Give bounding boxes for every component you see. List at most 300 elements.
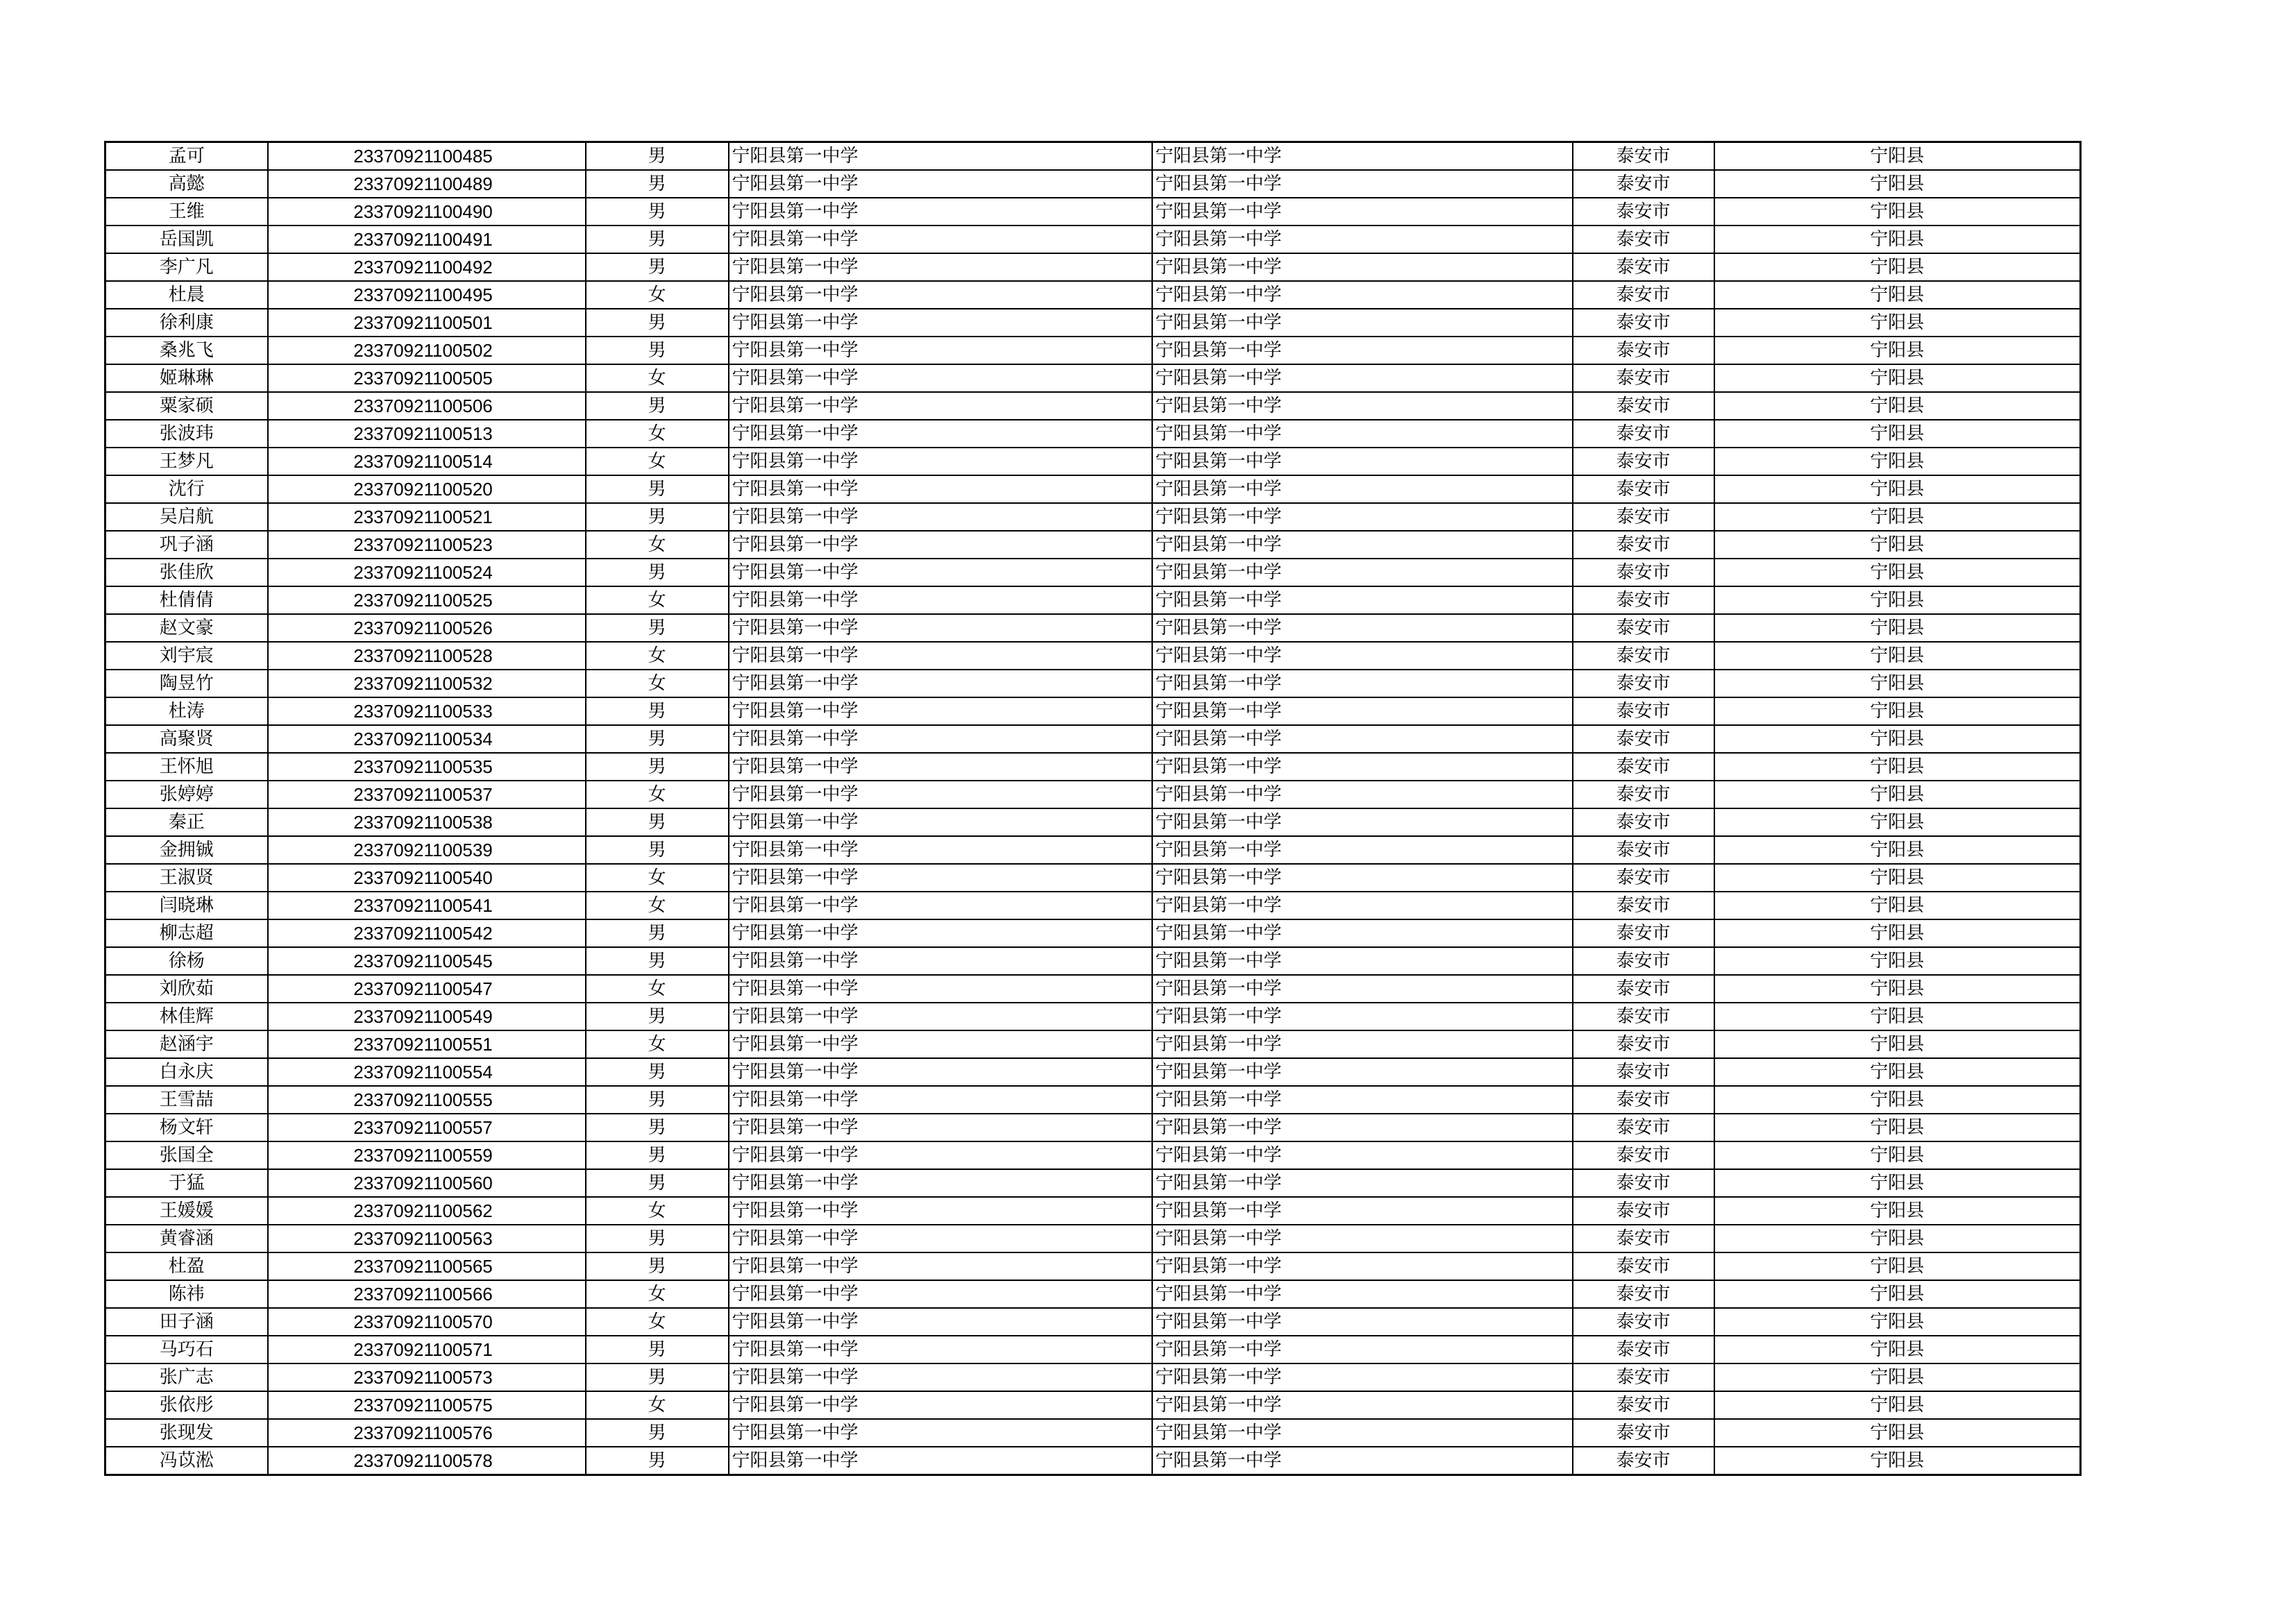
exam-id-cell: 23370921100559 [268, 1141, 586, 1169]
gender-cell: 女 [586, 1391, 729, 1419]
exam-id-cell: 23370921100492 [268, 253, 586, 281]
exam-id-cell: 23370921100545 [268, 947, 586, 975]
student-name-cell: 巩子涵 [105, 531, 268, 559]
exam-id-cell: 23370921100576 [268, 1419, 586, 1447]
gender-cell: 男 [586, 1252, 729, 1280]
table-row [105, 586, 2081, 614]
school-cell: 宁阳县第一中学 [729, 253, 1152, 281]
table-row [105, 1280, 2081, 1308]
school-cell: 宁阳县第一中学 [729, 725, 1152, 753]
school-cell: 宁阳县第一中学 [729, 781, 1152, 808]
city-cell: 泰安市 [1573, 892, 1714, 919]
roster-table-body [105, 142, 2081, 1475]
graduating-school-cell: 宁阳县第一中学 [1152, 1225, 1573, 1252]
school-cell: 宁阳县第一中学 [729, 198, 1152, 226]
student-name-cell: 刘宇宸 [105, 642, 268, 670]
city-cell: 泰安市 [1573, 1391, 1714, 1419]
table-row [105, 1030, 2081, 1058]
city-cell: 泰安市 [1573, 364, 1714, 392]
county-cell: 宁阳县 [1714, 392, 2081, 420]
exam-id-cell: 23370921100537 [268, 781, 586, 808]
county-cell: 宁阳县 [1714, 420, 2081, 448]
table-row [105, 337, 2081, 364]
table-row [105, 198, 2081, 226]
gender-cell: 男 [586, 1086, 729, 1114]
county-cell: 宁阳县 [1714, 503, 2081, 531]
city-cell: 泰安市 [1573, 753, 1714, 781]
city-cell: 泰安市 [1573, 309, 1714, 337]
graduating-school-cell: 宁阳县第一中学 [1152, 781, 1573, 808]
school-cell: 宁阳县第一中学 [729, 1447, 1152, 1475]
county-cell: 宁阳县 [1714, 1419, 2081, 1447]
city-cell: 泰安市 [1573, 170, 1714, 198]
graduating-school-cell: 宁阳县第一中学 [1152, 1141, 1573, 1169]
student-name-cell: 于猛 [105, 1169, 268, 1197]
county-cell: 宁阳县 [1714, 1169, 2081, 1197]
gender-cell: 女 [586, 975, 729, 1003]
exam-id-cell: 23370921100578 [268, 1447, 586, 1475]
school-cell: 宁阳县第一中学 [729, 1030, 1152, 1058]
school-cell: 宁阳县第一中学 [729, 670, 1152, 697]
student-name-cell: 姬琳琳 [105, 364, 268, 392]
graduating-school-cell: 宁阳县第一中学 [1152, 1336, 1573, 1363]
exam-id-cell: 23370921100502 [268, 337, 586, 364]
gender-cell: 男 [586, 1336, 729, 1363]
city-cell: 泰安市 [1573, 392, 1714, 420]
table-row [105, 253, 2081, 281]
exam-id-cell: 23370921100571 [268, 1336, 586, 1363]
table-row [105, 1086, 2081, 1114]
city-cell: 泰安市 [1573, 642, 1714, 670]
gender-cell: 男 [586, 725, 729, 753]
school-cell: 宁阳县第一中学 [729, 559, 1152, 586]
graduating-school-cell: 宁阳县第一中学 [1152, 1197, 1573, 1225]
student-name-cell: 张婷婷 [105, 781, 268, 808]
gender-cell: 女 [586, 892, 729, 919]
city-cell: 泰安市 [1573, 253, 1714, 281]
table-row [105, 448, 2081, 475]
county-cell: 宁阳县 [1714, 947, 2081, 975]
school-cell: 宁阳县第一中学 [729, 364, 1152, 392]
graduating-school-cell: 宁阳县第一中学 [1152, 586, 1573, 614]
student-name-cell: 白永庆 [105, 1058, 268, 1086]
county-cell: 宁阳县 [1714, 919, 2081, 947]
city-cell: 泰安市 [1573, 836, 1714, 864]
graduating-school-cell: 宁阳县第一中学 [1152, 1086, 1573, 1114]
city-cell: 泰安市 [1573, 226, 1714, 253]
gender-cell: 女 [586, 1308, 729, 1336]
table-row [105, 1447, 2081, 1475]
table-row [105, 475, 2081, 503]
city-cell: 泰安市 [1573, 919, 1714, 947]
county-cell: 宁阳县 [1714, 1086, 2081, 1114]
county-cell: 宁阳县 [1714, 337, 2081, 364]
graduating-school-cell: 宁阳县第一中学 [1152, 753, 1573, 781]
exam-id-cell: 23370921100526 [268, 614, 586, 642]
table-row [105, 836, 2081, 864]
exam-id-cell: 23370921100489 [268, 170, 586, 198]
school-cell: 宁阳县第一中学 [729, 1280, 1152, 1308]
city-cell: 泰安市 [1573, 808, 1714, 836]
city-cell: 泰安市 [1573, 586, 1714, 614]
graduating-school-cell: 宁阳县第一中学 [1152, 1363, 1573, 1391]
city-cell: 泰安市 [1573, 781, 1714, 808]
gender-cell: 男 [586, 1169, 729, 1197]
student-name-cell: 田子涵 [105, 1308, 268, 1336]
student-name-cell: 林佳辉 [105, 1003, 268, 1030]
gender-cell: 女 [586, 364, 729, 392]
city-cell: 泰安市 [1573, 947, 1714, 975]
county-cell: 宁阳县 [1714, 836, 2081, 864]
graduating-school-cell: 宁阳县第一中学 [1152, 947, 1573, 975]
school-cell: 宁阳县第一中学 [729, 531, 1152, 559]
city-cell: 泰安市 [1573, 1058, 1714, 1086]
graduating-school-cell: 宁阳县第一中学 [1152, 1169, 1573, 1197]
school-cell: 宁阳县第一中学 [729, 1114, 1152, 1141]
school-cell: 宁阳县第一中学 [729, 170, 1152, 198]
gender-cell: 女 [586, 531, 729, 559]
student-name-cell: 柳志超 [105, 919, 268, 947]
school-cell: 宁阳县第一中学 [729, 475, 1152, 503]
exam-id-cell: 23370921100490 [268, 198, 586, 226]
table-row [105, 531, 2081, 559]
city-cell: 泰安市 [1573, 1030, 1714, 1058]
student-name-cell: 吴启航 [105, 503, 268, 531]
graduating-school-cell: 宁阳县第一中学 [1152, 503, 1573, 531]
school-cell: 宁阳县第一中学 [729, 1141, 1152, 1169]
table-row [105, 642, 2081, 670]
city-cell: 泰安市 [1573, 614, 1714, 642]
table-row [105, 1419, 2081, 1447]
graduating-school-cell: 宁阳县第一中学 [1152, 836, 1573, 864]
county-cell: 宁阳县 [1714, 586, 2081, 614]
student-name-cell: 陶昱竹 [105, 670, 268, 697]
county-cell: 宁阳县 [1714, 1058, 2081, 1086]
student-name-cell: 陈祎 [105, 1280, 268, 1308]
gender-cell: 男 [586, 559, 729, 586]
county-cell: 宁阳县 [1714, 1030, 2081, 1058]
school-cell: 宁阳县第一中学 [729, 1086, 1152, 1114]
exam-id-cell: 23370921100514 [268, 448, 586, 475]
county-cell: 宁阳县 [1714, 864, 2081, 892]
student-name-cell: 张依彤 [105, 1391, 268, 1419]
graduating-school-cell: 宁阳县第一中学 [1152, 364, 1573, 392]
city-cell: 泰安市 [1573, 697, 1714, 725]
table-row [105, 420, 2081, 448]
county-cell: 宁阳县 [1714, 1003, 2081, 1030]
graduating-school-cell: 宁阳县第一中学 [1152, 670, 1573, 697]
table-row [105, 919, 2081, 947]
student-name-cell: 粟家硕 [105, 392, 268, 420]
school-cell: 宁阳县第一中学 [729, 892, 1152, 919]
gender-cell: 女 [586, 1030, 729, 1058]
graduating-school-cell: 宁阳县第一中学 [1152, 1058, 1573, 1086]
table-row [105, 1003, 2081, 1030]
table-row [105, 725, 2081, 753]
student-name-cell: 徐利康 [105, 309, 268, 337]
school-cell: 宁阳县第一中学 [729, 309, 1152, 337]
table-row [105, 808, 2081, 836]
student-name-cell: 金拥铖 [105, 836, 268, 864]
student-name-cell: 高聚贤 [105, 725, 268, 753]
school-cell: 宁阳县第一中学 [729, 1003, 1152, 1030]
gender-cell: 男 [586, 198, 729, 226]
school-cell: 宁阳县第一中学 [729, 697, 1152, 725]
gender-cell: 男 [586, 1058, 729, 1086]
gender-cell: 男 [586, 1114, 729, 1141]
graduating-school-cell: 宁阳县第一中学 [1152, 614, 1573, 642]
city-cell: 泰安市 [1573, 198, 1714, 226]
table-row [105, 170, 2081, 198]
student-name-cell: 张国全 [105, 1141, 268, 1169]
table-row [105, 1252, 2081, 1280]
exam-id-cell: 23370921100560 [268, 1169, 586, 1197]
exam-id-cell: 23370921100563 [268, 1225, 586, 1252]
student-name-cell: 孟可 [105, 142, 268, 171]
table-row [105, 975, 2081, 1003]
city-cell: 泰安市 [1573, 725, 1714, 753]
exam-id-cell: 23370921100505 [268, 364, 586, 392]
gender-cell: 男 [586, 947, 729, 975]
county-cell: 宁阳县 [1714, 253, 2081, 281]
student-name-cell: 马巧石 [105, 1336, 268, 1363]
gender-cell: 男 [586, 503, 729, 531]
graduating-school-cell: 宁阳县第一中学 [1152, 725, 1573, 753]
gender-cell: 男 [586, 1141, 729, 1169]
school-cell: 宁阳县第一中学 [729, 1197, 1152, 1225]
school-cell: 宁阳县第一中学 [729, 1336, 1152, 1363]
county-cell: 宁阳县 [1714, 226, 2081, 253]
table-row [105, 1197, 2081, 1225]
gender-cell: 男 [586, 392, 729, 420]
exam-id-cell: 23370921100570 [268, 1308, 586, 1336]
county-cell: 宁阳县 [1714, 198, 2081, 226]
student-name-cell: 王梦凡 [105, 448, 268, 475]
student-name-cell: 王媛媛 [105, 1197, 268, 1225]
county-cell: 宁阳县 [1714, 448, 2081, 475]
county-cell: 宁阳县 [1714, 1252, 2081, 1280]
county-cell: 宁阳县 [1714, 1363, 2081, 1391]
exam-id-cell: 23370921100491 [268, 226, 586, 253]
city-cell: 泰安市 [1573, 475, 1714, 503]
county-cell: 宁阳县 [1714, 531, 2081, 559]
city-cell: 泰安市 [1573, 1197, 1714, 1225]
gender-cell: 女 [586, 642, 729, 670]
county-cell: 宁阳县 [1714, 475, 2081, 503]
exam-id-cell: 23370921100555 [268, 1086, 586, 1114]
table-row [105, 309, 2081, 337]
exam-id-cell: 23370921100565 [268, 1252, 586, 1280]
exam-id-cell: 23370921100554 [268, 1058, 586, 1086]
gender-cell: 男 [586, 253, 729, 281]
school-cell: 宁阳县第一中学 [729, 586, 1152, 614]
student-name-cell: 黄睿涵 [105, 1225, 268, 1252]
gender-cell: 男 [586, 753, 729, 781]
school-cell: 宁阳县第一中学 [729, 142, 1152, 171]
city-cell: 泰安市 [1573, 1086, 1714, 1114]
school-cell: 宁阳县第一中学 [729, 864, 1152, 892]
city-cell: 泰安市 [1573, 1114, 1714, 1141]
student-name-cell: 杨文轩 [105, 1114, 268, 1141]
school-cell: 宁阳县第一中学 [729, 614, 1152, 642]
gender-cell: 女 [586, 670, 729, 697]
graduating-school-cell: 宁阳县第一中学 [1152, 198, 1573, 226]
city-cell: 泰安市 [1573, 1336, 1714, 1363]
table-row [105, 281, 2081, 309]
graduating-school-cell: 宁阳县第一中学 [1152, 1280, 1573, 1308]
table-row [105, 1308, 2081, 1336]
county-cell: 宁阳县 [1714, 808, 2081, 836]
student-name-cell: 李广凡 [105, 253, 268, 281]
school-cell: 宁阳县第一中学 [729, 503, 1152, 531]
county-cell: 宁阳县 [1714, 364, 2081, 392]
student-name-cell: 赵涵宇 [105, 1030, 268, 1058]
gender-cell: 男 [586, 1447, 729, 1475]
city-cell: 泰安市 [1573, 1280, 1714, 1308]
city-cell: 泰安市 [1573, 670, 1714, 697]
graduating-school-cell: 宁阳县第一中学 [1152, 253, 1573, 281]
exam-id-cell: 23370921100538 [268, 808, 586, 836]
county-cell: 宁阳县 [1714, 1308, 2081, 1336]
student-name-cell: 徐杨 [105, 947, 268, 975]
student-name-cell: 杜倩倩 [105, 586, 268, 614]
table-row [105, 1169, 2081, 1197]
graduating-school-cell: 宁阳县第一中学 [1152, 1419, 1573, 1447]
table-row [105, 697, 2081, 725]
student-name-cell: 张佳欣 [105, 559, 268, 586]
gender-cell: 女 [586, 281, 729, 309]
gender-cell: 男 [586, 614, 729, 642]
county-cell: 宁阳县 [1714, 142, 2081, 171]
graduating-school-cell: 宁阳县第一中学 [1152, 1447, 1573, 1475]
county-cell: 宁阳县 [1714, 1447, 2081, 1475]
county-cell: 宁阳县 [1714, 781, 2081, 808]
county-cell: 宁阳县 [1714, 697, 2081, 725]
student-name-cell: 秦正 [105, 808, 268, 836]
city-cell: 泰安市 [1573, 1141, 1714, 1169]
graduating-school-cell: 宁阳县第一中学 [1152, 420, 1573, 448]
gender-cell: 女 [586, 586, 729, 614]
exam-id-cell: 23370921100501 [268, 309, 586, 337]
gender-cell: 女 [586, 1280, 729, 1308]
roster-table [104, 141, 2082, 1476]
school-cell: 宁阳县第一中学 [729, 1169, 1152, 1197]
exam-id-cell: 23370921100557 [268, 1114, 586, 1141]
school-cell: 宁阳县第一中学 [729, 420, 1152, 448]
gender-cell: 男 [586, 226, 729, 253]
exam-id-cell: 23370921100562 [268, 1197, 586, 1225]
exam-id-cell: 23370921100575 [268, 1391, 586, 1419]
county-cell: 宁阳县 [1714, 1225, 2081, 1252]
graduating-school-cell: 宁阳县第一中学 [1152, 1252, 1573, 1280]
exam-id-cell: 23370921100523 [268, 531, 586, 559]
school-cell: 宁阳县第一中学 [729, 947, 1152, 975]
county-cell: 宁阳县 [1714, 1114, 2081, 1141]
city-cell: 泰安市 [1573, 142, 1714, 171]
table-row [105, 670, 2081, 697]
school-cell: 宁阳县第一中学 [729, 975, 1152, 1003]
city-cell: 泰安市 [1573, 975, 1714, 1003]
county-cell: 宁阳县 [1714, 892, 2081, 919]
city-cell: 泰安市 [1573, 864, 1714, 892]
table-row [105, 1336, 2081, 1363]
graduating-school-cell: 宁阳县第一中学 [1152, 309, 1573, 337]
table-row [105, 753, 2081, 781]
graduating-school-cell: 宁阳县第一中学 [1152, 448, 1573, 475]
county-cell: 宁阳县 [1714, 1197, 2081, 1225]
city-cell: 泰安市 [1573, 503, 1714, 531]
graduating-school-cell: 宁阳县第一中学 [1152, 226, 1573, 253]
exam-id-cell: 23370921100549 [268, 1003, 586, 1030]
table-row [105, 559, 2081, 586]
student-name-cell: 杜涛 [105, 697, 268, 725]
exam-id-cell: 23370921100566 [268, 1280, 586, 1308]
exam-id-cell: 23370921100525 [268, 586, 586, 614]
student-name-cell: 岳国凯 [105, 226, 268, 253]
table-row [105, 892, 2081, 919]
table-row [105, 614, 2081, 642]
city-cell: 泰安市 [1573, 1308, 1714, 1336]
graduating-school-cell: 宁阳县第一中学 [1152, 919, 1573, 947]
table-row [105, 781, 2081, 808]
exam-id-cell: 23370921100528 [268, 642, 586, 670]
table-row [105, 1391, 2081, 1419]
student-name-cell: 杜盈 [105, 1252, 268, 1280]
graduating-school-cell: 宁阳县第一中学 [1152, 1391, 1573, 1419]
exam-id-cell: 23370921100535 [268, 753, 586, 781]
city-cell: 泰安市 [1573, 1003, 1714, 1030]
graduating-school-cell: 宁阳县第一中学 [1152, 392, 1573, 420]
school-cell: 宁阳县第一中学 [729, 226, 1152, 253]
city-cell: 泰安市 [1573, 337, 1714, 364]
exam-id-cell: 23370921100547 [268, 975, 586, 1003]
school-cell: 宁阳县第一中学 [729, 1225, 1152, 1252]
table-row [105, 503, 2081, 531]
exam-id-cell: 23370921100532 [268, 670, 586, 697]
school-cell: 宁阳县第一中学 [729, 1058, 1152, 1086]
school-cell: 宁阳县第一中学 [729, 1363, 1152, 1391]
table-row [105, 947, 2081, 975]
school-cell: 宁阳县第一中学 [729, 1252, 1152, 1280]
county-cell: 宁阳县 [1714, 309, 2081, 337]
table-row [105, 392, 2081, 420]
graduating-school-cell: 宁阳县第一中学 [1152, 642, 1573, 670]
table-row [105, 1363, 2081, 1391]
city-cell: 泰安市 [1573, 531, 1714, 559]
graduating-school-cell: 宁阳县第一中学 [1152, 281, 1573, 309]
student-name-cell: 杜晨 [105, 281, 268, 309]
city-cell: 泰安市 [1573, 1419, 1714, 1447]
table-row [105, 226, 2081, 253]
school-cell: 宁阳县第一中学 [729, 642, 1152, 670]
gender-cell: 女 [586, 448, 729, 475]
student-name-cell: 闫晓琳 [105, 892, 268, 919]
student-name-cell: 沈行 [105, 475, 268, 503]
graduating-school-cell: 宁阳县第一中学 [1152, 975, 1573, 1003]
school-cell: 宁阳县第一中学 [729, 448, 1152, 475]
table-row [105, 864, 2081, 892]
city-cell: 泰安市 [1573, 448, 1714, 475]
county-cell: 宁阳县 [1714, 1141, 2081, 1169]
graduating-school-cell: 宁阳县第一中学 [1152, 864, 1573, 892]
school-cell: 宁阳县第一中学 [729, 337, 1152, 364]
graduating-school-cell: 宁阳县第一中学 [1152, 892, 1573, 919]
gender-cell: 男 [586, 1003, 729, 1030]
school-cell: 宁阳县第一中学 [729, 808, 1152, 836]
exam-id-cell: 23370921100485 [268, 142, 586, 171]
gender-cell: 男 [586, 142, 729, 171]
school-cell: 宁阳县第一中学 [729, 392, 1152, 420]
